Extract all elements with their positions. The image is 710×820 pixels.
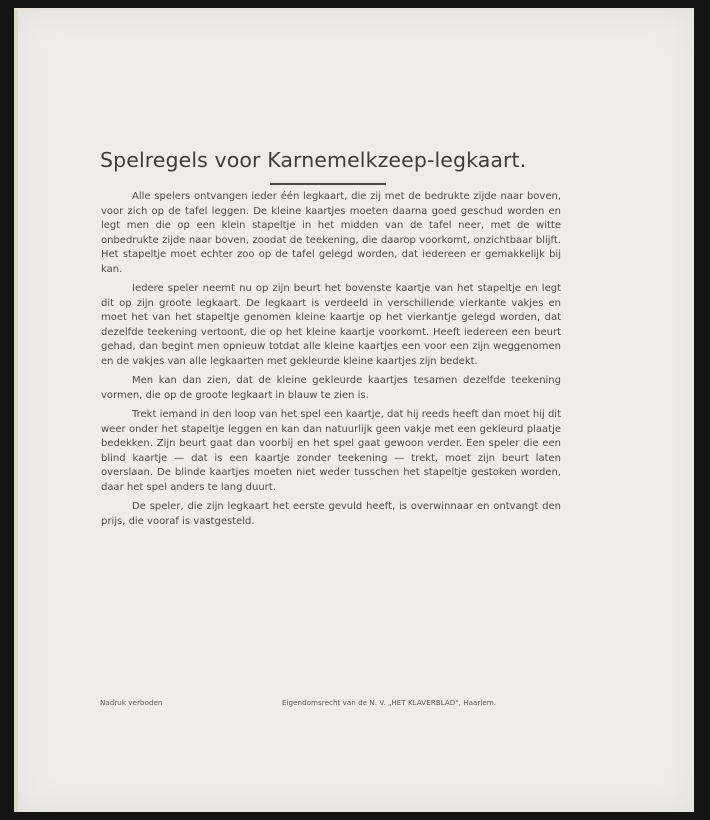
rules-body bbox=[101, 190, 561, 534]
title-underline bbox=[270, 183, 386, 185]
reprint-notice: Nadruk verboden bbox=[100, 698, 163, 707]
document-title: Spelregels voor Karnemelkzeep-legkaart. bbox=[100, 148, 527, 172]
rules-paragraph: Alle spelers ontvangen ieder één legkaart, die zij met de bedrukte zijde naar boven, voor zich op de tafel leggen. De kleine kaartjes moeten daarna goed geschud worden en legt men die op een klein stapeltje in het midden van de tafel neer, met de witte onbedrukte zijde naar boven, zoodat de teekening, die daarop voorkomt, onzichtbaar blijft. Het stapeltje moet echter zoo op de tafel gelegd worden, dat iedereen er gemakkelijk bij kan. bbox=[101, 191, 561, 275]
rules-paragraph: Trekt iemand in den loop van het spel een kaartje, dat hij reeds heeft dan moet hij dit weer onder het stapeltje leggen en kan dan natuurlijk geen vakje met een gekleurd plaatje bedekken. Zijn beurt gaat dan voorbij en het spel gaat gewoon verder. Een speler die een blind kaartje — dat is een kaartje zonder teekening — trekt, moet zijn beurt laten overslaan. De blinde kaartjes moeten niet weder tusschen het stapeltje gestoken worden, daar het spel anders te lang duurt. bbox=[101, 409, 561, 493]
rules-paragraph: Men kan dan zien, dat de kleine gekleurde kaartjes tesamen dezelfde teekening vormen, die op de groote legkaart in blauw te zien is. bbox=[101, 375, 561, 401]
rules-paragraph: De speler, die zijn legkaart het eerste gevuld heeft, is overwinnaar en ontvangt den prijs, die vooraf is vastgesteld. bbox=[101, 501, 561, 527]
document-sheet bbox=[14, 8, 694, 812]
copyright-notice: Eigendomsrecht van de N. V. „HET KLAVERBLAD", Haarlem. bbox=[282, 698, 497, 707]
rules-paragraph: Iedere speler neemt nu op zijn beurt het bovenste kaartje van het stapeltje en legt dit op zijn groote legkaart. De legkaart is verdeeld in verschillende vierkante vakjes en moet het van het stapeltje genomen kleine kaartje op het vierkantje gelegd worden, dat dezelfde teekening vertoont, die op het kleine kaartje voorkomt. Heeft iedereen een beurt gehad, dan begint men opnieuw totdat alle kleine kaartjes een voor een zijn weggenomen en de vakjes van alle legkaarten met gekleurde kleine kaartjes zijn bedekt. bbox=[101, 283, 561, 367]
